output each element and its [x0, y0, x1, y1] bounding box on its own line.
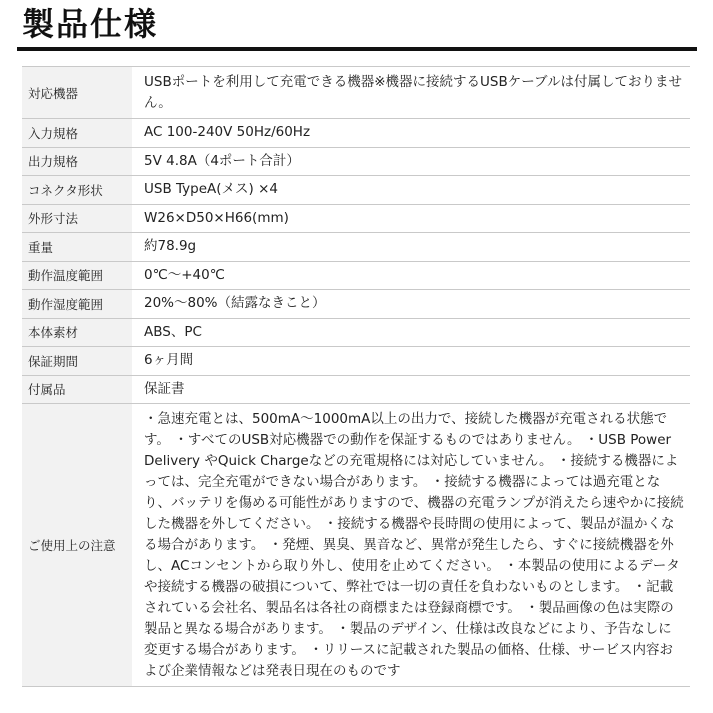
table-row — [22, 347, 690, 376]
table-row — [22, 290, 690, 319]
row-label: 動作温度範囲 — [22, 261, 132, 290]
row-label: 本体素材 — [22, 318, 132, 347]
row-value: 約78.9g — [132, 233, 690, 262]
row-label: 付属品 — [22, 375, 132, 404]
row-value: 20%～80%（結露なきこと） — [132, 290, 690, 319]
table-row — [22, 119, 690, 148]
row-value: 保証書 — [132, 375, 690, 404]
row-value: ABS、PC — [132, 318, 690, 347]
table-row — [22, 375, 690, 404]
row-value: AC 100-240V 50Hz/60Hz — [132, 119, 690, 148]
row-label: 外形寸法 — [22, 204, 132, 233]
row-label: 出力規格 — [22, 147, 132, 176]
row-value: 6ヶ月間 — [132, 347, 690, 376]
table-row — [22, 261, 690, 290]
table-row — [22, 147, 690, 176]
row-label: 入力規格 — [22, 119, 132, 148]
row-value: USB TypeA(メス) ×4 — [132, 176, 690, 205]
row-value: 0℃～+40℃ — [132, 261, 690, 290]
row-label: 動作湿度範囲 — [22, 290, 132, 319]
row-label: ご使用上の注意 — [22, 404, 132, 687]
table-row — [22, 176, 690, 205]
table-row — [22, 204, 690, 233]
row-value: 5V 4.8A（4ポート合計） — [132, 147, 690, 176]
row-value: USBポートを利用して充電できる機器※機器に接続するUSBケーブルは付属しておりません。 — [132, 67, 690, 119]
title-divider — [17, 47, 697, 51]
row-label: 対応機器 — [22, 67, 132, 119]
page-title: 製品仕様 — [22, 5, 159, 43]
table-row — [22, 404, 690, 687]
table-row — [22, 318, 690, 347]
row-label: 保証期間 — [22, 347, 132, 376]
table-row — [22, 67, 690, 119]
row-value: W26×D50×H66(mm) — [132, 204, 690, 233]
row-label: コネクタ形状 — [22, 176, 132, 205]
row-value — [132, 404, 690, 687]
usage-notes-text: ・急速充電とは、500mA～1000mA以上の出力で、接続した機器が充電される状態です。 ・すべてのUSB対応機器での動作を保証するものではありません。 ・USB Power Delivery やQuick Chargeなどの充電規格には対応していません。 ・接続する機器によっては、完全充電ができない場合があります。 ・接続する機器によっては過充電となり、バッテリを傷める可能性がありますので、機器の充電ランプが消えたら速やかに接続した機器を外してください。 ・接続する機器や長時間の使用によって、製品が温かくなる場合があります。 ・発煙、異臭、異音など、異常が発生したら、すぐに接続機器を外し、ACコンセントから取り外し、使用を止めてください。 ・本製品の使用によるデータや接続する機器の破損について、弊社では一切の責任を負わないものとします。 ・記載されている会社名、製品名は各社の商標または登録商標です。 ・製品画像の色は実際の製品と異なる場合があります。 ・製品のデザイン、仕様は改良などにより、予告なしに変更する場合があります。 ・リリースに記載された製品の価格、仕様、サービス内容および企業情報などは発表日現在のものです — [144, 410, 684, 679]
row-label: 重量 — [22, 233, 132, 262]
table-row — [22, 233, 690, 262]
spec-table — [22, 66, 690, 687]
